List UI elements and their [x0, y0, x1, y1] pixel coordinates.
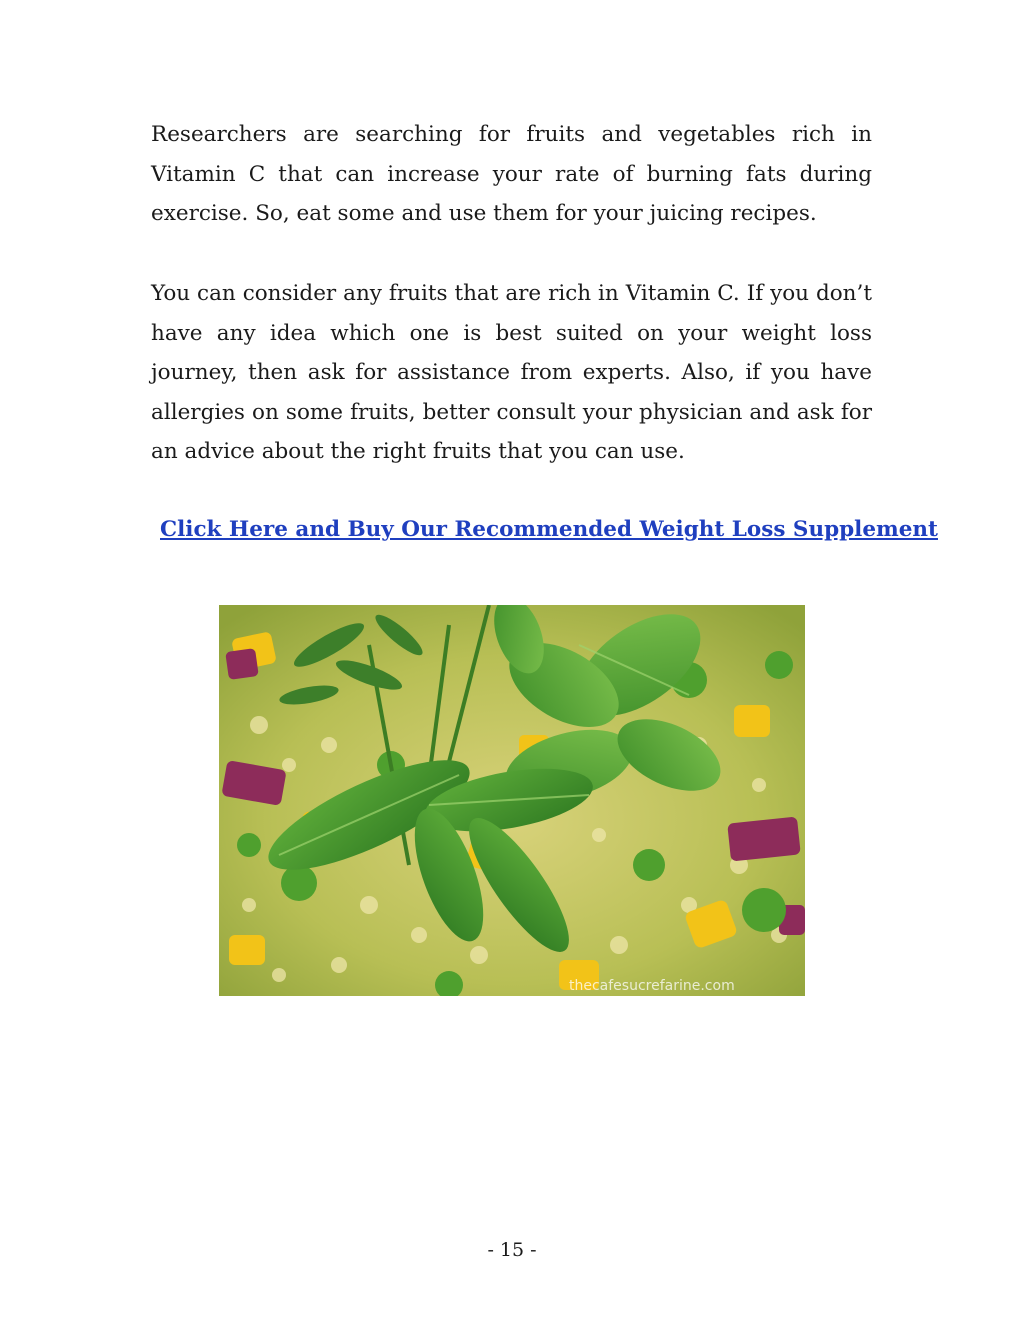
quinoa-salad-photo	[219, 605, 805, 996]
body-paragraph-1: Researchers are searching for fruits and vegetables rich in Vitamin C that can increase your rate of burning fats during exercise. So, eat some and use them for your juicing recipes.	[151, 122, 872, 226]
buy-supplement-link[interactable]: Click Here and Buy Our Recommended Weight Loss Supplement	[160, 517, 938, 542]
photo-watermark: thecafesucrefarine.com	[569, 978, 735, 994]
body-paragraph-2: You can consider any fruits that are rich in Vitamin C. If you don’t have any idea which one is best suited on your weight loss journey, then ask for assistance from experts. Also, if you have allergies on some fruits, better consult your physician and ask for an advice about the right fruits that you can use.	[151, 281, 872, 464]
page-number: - 15 -	[487, 1239, 537, 1261]
